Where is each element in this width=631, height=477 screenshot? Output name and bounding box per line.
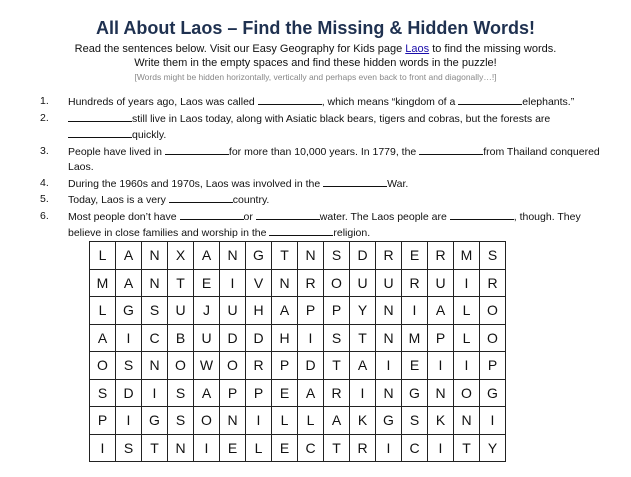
grid-cell[interactable]: L: [90, 297, 116, 325]
text-part: Most people don’t have: [68, 210, 180, 223]
grid-cell[interactable]: O: [168, 352, 194, 380]
grid-cell[interactable]: U: [168, 297, 194, 325]
grid-cell[interactable]: I: [298, 324, 324, 352]
grid-cell[interactable]: H: [272, 324, 298, 352]
grid-cell[interactable]: R: [350, 434, 376, 462]
grid-cell[interactable]: N: [376, 297, 402, 325]
grid-cell[interactable]: A: [324, 407, 350, 435]
answer-blank[interactable]: [458, 94, 522, 105]
grid-cell[interactable]: N: [298, 242, 324, 270]
answer-blank[interactable]: [68, 111, 132, 122]
grid-cell[interactable]: S: [90, 379, 116, 407]
grid-cell[interactable]: L: [298, 407, 324, 435]
grid-cell[interactable]: S: [480, 242, 506, 270]
grid-cell[interactable]: C: [298, 434, 324, 462]
grid-cell[interactable]: I: [376, 434, 402, 462]
sentence-item: [0, 192, 631, 209]
grid-cell[interactable]: C: [142, 324, 168, 352]
grid-cell[interactable]: E: [194, 269, 220, 297]
grid-cell[interactable]: A: [298, 379, 324, 407]
item-number: 5.: [40, 193, 49, 205]
grid-cell[interactable]: N: [142, 242, 168, 270]
grid-cell[interactable]: U: [220, 297, 246, 325]
grid-cell[interactable]: G: [402, 379, 428, 407]
instructions-text: Read the sentences below. Visit our Easy Geography for Kids page: [74, 43, 406, 55]
grid-row: [90, 297, 506, 325]
grid-cell[interactable]: S: [402, 407, 428, 435]
grid-cell[interactable]: D: [220, 324, 246, 352]
instructions-line-2: Write them in the empty spaces and find these hidden words in the puzzle!: [134, 57, 497, 69]
text-part: quickly.: [132, 129, 167, 141]
grid-cell[interactable]: L: [246, 434, 272, 462]
grid-cell[interactable]: O: [220, 352, 246, 380]
text-part: from Thailand conquered Laos.: [68, 145, 600, 173]
grid-cell[interactable]: R: [402, 269, 428, 297]
grid-row: [90, 434, 506, 462]
grid-cell[interactable]: S: [116, 434, 142, 462]
item-text: [68, 192, 613, 209]
laos-link[interactable]: Laos: [405, 43, 430, 55]
grid-cell[interactable]: P: [428, 324, 454, 352]
grid-cell[interactable]: I: [220, 269, 246, 297]
instructions-text: to find the missing words.: [429, 43, 557, 55]
grid-cell[interactable]: U: [194, 324, 220, 352]
grid-cell[interactable]: O: [90, 352, 116, 380]
item-number: 2.: [40, 111, 49, 124]
grid-cell[interactable]: U: [428, 269, 454, 297]
item-number: 1.: [40, 95, 49, 107]
grid-cell[interactable]: J: [194, 297, 220, 325]
grid-cell[interactable]: P: [220, 379, 246, 407]
grid-cell[interactable]: I: [142, 379, 168, 407]
grid-cell[interactable]: P: [324, 297, 350, 325]
grid-cell[interactable]: N: [272, 269, 298, 297]
grid-cell[interactable]: T: [350, 324, 376, 352]
grid-cell[interactable]: T: [324, 434, 350, 462]
text-part: War.: [387, 177, 409, 190]
hint-text: [Words might be hidden horizontally, vertically and perhaps even back to front and diagonally…!]: [134, 72, 497, 82]
grid-cell[interactable]: L: [454, 297, 480, 325]
text-part: for more than 10,000 years. In 1779, the: [228, 145, 420, 158]
grid-cell[interactable]: S: [168, 407, 194, 435]
sentence-list: [0, 94, 631, 242]
grid-cell[interactable]: E: [272, 379, 298, 407]
grid-cell[interactable]: D: [350, 242, 376, 270]
grid-cell[interactable]: N: [142, 352, 168, 380]
grid-cell[interactable]: P: [272, 352, 298, 380]
grid-cell[interactable]: N: [428, 379, 454, 407]
grid-cell[interactable]: S: [324, 324, 350, 352]
grid-cell[interactable]: A: [116, 269, 142, 297]
grid-cell[interactable]: G: [142, 407, 168, 435]
grid-cell[interactable]: T: [168, 269, 194, 297]
grid-cell[interactable]: G: [116, 297, 142, 325]
grid-cell[interactable]: M: [90, 269, 116, 297]
grid-cell[interactable]: N: [376, 379, 402, 407]
grid-cell[interactable]: P: [246, 379, 272, 407]
answer-blank[interactable]: [256, 209, 320, 220]
grid-cell[interactable]: W: [194, 352, 220, 380]
grid-cell[interactable]: I: [402, 297, 428, 325]
grid-row: [90, 324, 506, 352]
grid-cell[interactable]: G: [246, 242, 272, 270]
page-title: All About Laos – Find the Missing & Hidden Words!: [96, 18, 535, 38]
grid-cell[interactable]: X: [168, 242, 194, 270]
grid-cell[interactable]: S: [324, 242, 350, 270]
sentence-item: [0, 176, 631, 193]
text-part: still live in Laos today, along with Asiatic black bears, tigers and cobras, but the forests are: [132, 112, 551, 125]
grid-cell[interactable]: A: [116, 242, 142, 270]
text-part: elephants.”: [522, 96, 575, 108]
item-text: [68, 176, 613, 193]
grid-cell[interactable]: O: [324, 269, 350, 297]
grid-cell[interactable]: T: [454, 434, 480, 462]
grid-cell[interactable]: D: [116, 379, 142, 407]
grid-cell[interactable]: I: [376, 352, 402, 380]
grid-cell[interactable]: P: [90, 407, 116, 435]
answer-blank[interactable]: [419, 144, 483, 155]
answer-blank[interactable]: [269, 225, 333, 236]
grid-cell[interactable]: P: [298, 297, 324, 325]
grid-cell[interactable]: E: [402, 242, 428, 270]
instructions-line-1: [0, 43, 631, 55]
grid-cell[interactable]: G: [376, 407, 402, 435]
grid-cell[interactable]: P: [480, 352, 506, 380]
item-text: [68, 111, 613, 144]
grid-cell[interactable]: I: [428, 434, 454, 462]
text-part: People have lived in: [68, 145, 165, 158]
grid-cell[interactable]: S: [142, 297, 168, 325]
grid-cell[interactable]: R: [376, 242, 402, 270]
grid-cell[interactable]: R: [428, 242, 454, 270]
text-part: Hundreds of years ago, Laos was called: [68, 96, 258, 108]
grid-cell[interactable]: U: [350, 269, 376, 297]
text-part: water. The Laos people are: [319, 210, 450, 223]
grid-cell[interactable]: N: [220, 242, 246, 270]
grid-cell[interactable]: R: [480, 269, 506, 297]
grid-row: [90, 352, 506, 380]
grid-cell[interactable]: D: [246, 324, 272, 352]
text-part: religion.: [333, 227, 371, 239]
grid-cell[interactable]: B: [168, 324, 194, 352]
grid-cell[interactable]: K: [350, 407, 376, 435]
grid-cell[interactable]: L: [272, 407, 298, 435]
text-part: During the 1960s and 1970s, Laos was involved in the: [68, 177, 324, 190]
grid-cell[interactable]: I: [90, 434, 116, 462]
grid-row: [90, 242, 506, 270]
grid-cell[interactable]: A: [350, 352, 376, 380]
grid-cell[interactable]: C: [402, 434, 428, 462]
sentence-item: [0, 144, 631, 176]
grid-cell[interactable]: G: [480, 379, 506, 407]
text-part: Today, Laos is a very: [68, 194, 169, 206]
grid-cell[interactable]: N: [142, 269, 168, 297]
grid-cell[interactable]: N: [376, 324, 402, 352]
grid-cell[interactable]: O: [454, 379, 480, 407]
grid-cell[interactable]: I: [350, 379, 376, 407]
grid-cell[interactable]: K: [428, 407, 454, 435]
text-part: , though. They believe in close families and worship in the: [68, 210, 581, 239]
grid-cell[interactable]: Y: [480, 434, 506, 462]
grid-cell[interactable]: Y: [350, 297, 376, 325]
grid-cell[interactable]: A: [428, 297, 454, 325]
grid-cell[interactable]: O: [480, 324, 506, 352]
grid-cell[interactable]: I: [246, 407, 272, 435]
text-part: or: [243, 210, 256, 223]
answer-blank[interactable]: [258, 94, 322, 105]
text-part: , which means “kingdom of a: [321, 96, 459, 108]
grid-cell[interactable]: T: [324, 352, 350, 380]
item-text: [68, 144, 613, 176]
sentence-item: [0, 111, 631, 144]
grid-cell[interactable]: L: [90, 242, 116, 270]
answer-blank[interactable]: [68, 127, 132, 138]
word-search-grid: [89, 241, 506, 462]
grid-cell[interactable]: I: [116, 324, 142, 352]
text-part: country.: [232, 194, 270, 206]
grid-cell[interactable]: O: [194, 407, 220, 435]
item-number: 6.: [40, 209, 49, 222]
grid-cell[interactable]: S: [116, 352, 142, 380]
grid-cell[interactable]: A: [90, 324, 116, 352]
grid-cell[interactable]: R: [324, 379, 350, 407]
sentence-item: [0, 209, 631, 242]
grid-cell[interactable]: V: [246, 269, 272, 297]
grid-cell[interactable]: T: [272, 242, 298, 270]
grid-cell[interactable]: N: [454, 407, 480, 435]
grid-cell[interactable]: A: [272, 297, 298, 325]
sentence-item: [0, 94, 631, 111]
grid-cell[interactable]: T: [142, 434, 168, 462]
item-number: 3.: [40, 144, 49, 157]
grid-cell[interactable]: I: [454, 269, 480, 297]
grid-cell[interactable]: E: [402, 352, 428, 380]
item-text: [68, 209, 613, 242]
grid-cell[interactable]: N: [168, 434, 194, 462]
grid-cell[interactable]: N: [220, 407, 246, 435]
grid-cell[interactable]: M: [402, 324, 428, 352]
grid-row: [90, 407, 506, 435]
grid-cell[interactable]: L: [454, 324, 480, 352]
grid-cell[interactable]: E: [220, 434, 246, 462]
grid-cell[interactable]: D: [298, 352, 324, 380]
answer-blank[interactable]: [450, 209, 514, 220]
grid-cell[interactable]: H: [246, 297, 272, 325]
grid-cell[interactable]: R: [246, 352, 272, 380]
grid-cell[interactable]: I: [116, 407, 142, 435]
answer-blank[interactable]: [323, 176, 387, 187]
answer-blank[interactable]: [180, 209, 244, 220]
answer-blank[interactable]: [165, 144, 229, 155]
grid-row: [90, 379, 506, 407]
grid-cell[interactable]: I: [428, 352, 454, 380]
grid-cell[interactable]: A: [194, 242, 220, 270]
grid-cell[interactable]: I: [454, 352, 480, 380]
answer-blank[interactable]: [169, 192, 233, 203]
grid-cell[interactable]: I: [194, 434, 220, 462]
item-number: 4.: [40, 176, 49, 189]
grid-cell[interactable]: O: [480, 297, 506, 325]
grid-cell[interactable]: U: [376, 269, 402, 297]
grid-cell[interactable]: R: [298, 269, 324, 297]
grid-cell[interactable]: M: [454, 242, 480, 270]
grid-cell[interactable]: I: [480, 407, 506, 435]
grid-row: [90, 269, 506, 297]
item-text: [68, 94, 613, 111]
grid-cell[interactable]: A: [194, 379, 220, 407]
grid-cell[interactable]: S: [168, 379, 194, 407]
grid-cell[interactable]: E: [272, 434, 298, 462]
